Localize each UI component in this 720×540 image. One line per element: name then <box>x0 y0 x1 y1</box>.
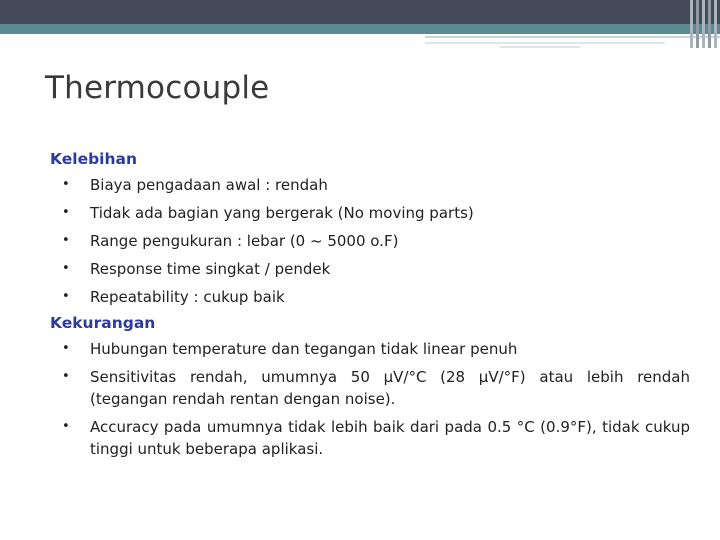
bullet-icon: • <box>62 419 70 434</box>
top-teal-band <box>0 24 720 34</box>
list-item <box>50 258 690 280</box>
list-item-text: Tidak ada bagian yang bergerak (No moving parts) <box>90 204 474 222</box>
list-item <box>50 366 690 410</box>
content-area <box>50 150 690 466</box>
bullet-icon: • <box>62 177 70 192</box>
section-advantages <box>50 150 690 308</box>
bullet-icon: • <box>62 289 70 304</box>
list-item-text: Response time singkat / pendek <box>90 260 331 278</box>
bullet-icon: • <box>62 205 70 220</box>
list-item <box>50 174 690 196</box>
list-item <box>50 338 690 360</box>
bullet-list <box>50 338 690 460</box>
list-item <box>50 416 690 460</box>
bullet-icon: • <box>62 341 70 356</box>
list-item-text: Hubungan temperature dan tegangan tidak linear penuh <box>90 340 518 358</box>
accent-line <box>500 46 580 48</box>
decorative-vertical-bars <box>690 0 720 48</box>
list-item-text: Sensitivitas rendah, umumnya 50 µV/°C (28 µV/°F) atau lebih rendah (tegangan rendah rentan dengan noise). <box>90 368 690 408</box>
list-item-text: Accuracy pada umumnya tidak lebih baik dari pada 0.5 °C (0.9°F), tidak cukup tinggi untuk beberapa aplikasi. <box>90 418 690 458</box>
list-item-text: Biaya pengadaan awal : rendah <box>90 176 328 194</box>
section-disadvantages <box>50 314 690 460</box>
top-dark-bar <box>0 0 720 24</box>
bullet-icon: • <box>62 261 70 276</box>
list-item-text: Range pengukuran : lebar (0 ~ 5000 o.F) <box>90 232 399 250</box>
accent-line <box>425 36 720 38</box>
section-heading: Kekurangan <box>50 314 156 332</box>
list-item-text: Repeatability : cukup baik <box>90 288 285 306</box>
bullet-list <box>50 174 690 308</box>
list-item <box>50 202 690 224</box>
accent-line <box>425 42 665 44</box>
bullet-icon: • <box>62 369 70 384</box>
list-item <box>50 286 690 308</box>
bullet-icon: • <box>62 233 70 248</box>
slide-title: Thermocouple <box>45 70 270 106</box>
section-heading: Kelebihan <box>50 150 138 168</box>
list-item <box>50 230 690 252</box>
